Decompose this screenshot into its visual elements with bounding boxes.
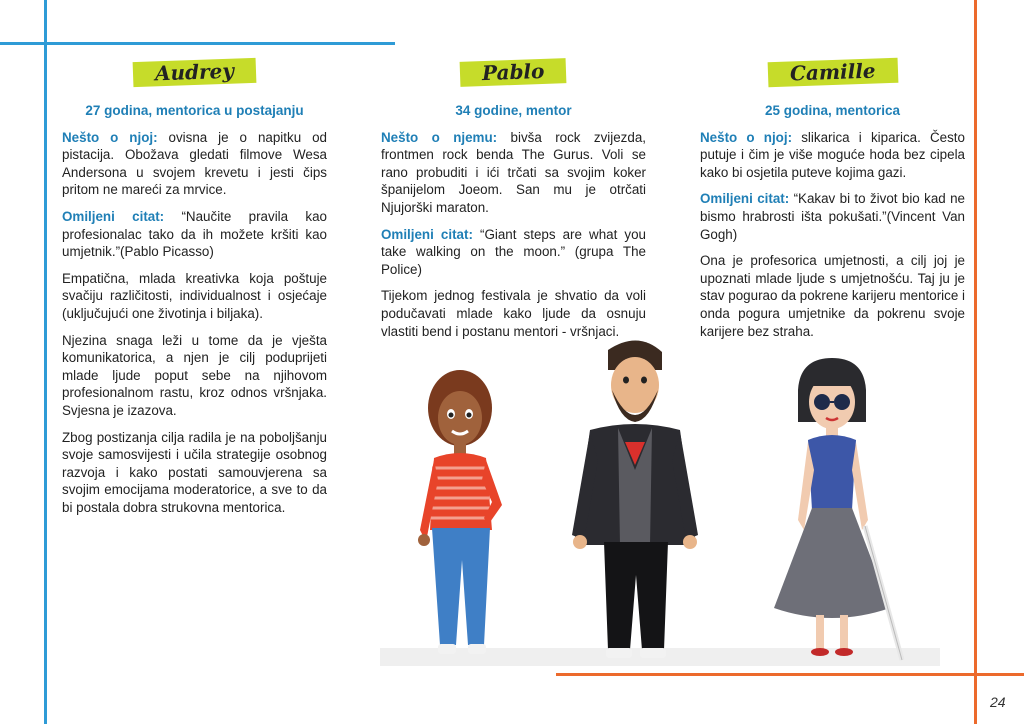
profile-name: Pablo [460, 58, 567, 86]
blue-vertical-rule [44, 0, 47, 724]
about-text: slikarica i kiparica. Često putuje i čim je više moguće hoda bez cipela kako bi osjetila puteve kojima gazi. [700, 129, 965, 180]
pablo-illustration [572, 340, 698, 658]
body-paragraph: Empatična, mlada kreativka koja poštuje svačiju različitosti, individualnost i osjećaje (uključujući one životinja i biljaka). [62, 270, 327, 321]
page-number: 24 [990, 694, 1006, 710]
profile-subtitle: 25 godina, mentorica [764, 103, 901, 118]
quote-paragraph [62, 208, 327, 261]
quote-text: “Kakav bi to život bio kad ne bismo hrabrosti išta pokušati.”(Vincent Van Gogh) [700, 191, 965, 242]
profile-column-pablo [381, 60, 646, 349]
profile-name: Audrey [133, 58, 257, 87]
camille-illustration [774, 358, 902, 660]
characters-illustration [380, 330, 970, 675]
audrey-illustration [418, 370, 502, 654]
body-paragraph: Zbog postizanja cilja radila je na poboljšanju svoje samosvijesti i učila strategije osobnog razvoja i kako postati samouvjerena sa svojim emocijama moderatorice, a sve to da bi postala dobra strukovna mentorica. [62, 429, 327, 515]
blue-horizontal-rule [0, 42, 395, 45]
about-label: Nešto o njoj: [700, 129, 793, 145]
quote-text: “Giant steps are what you take walking on the moon.” (grupa The Police) [381, 226, 646, 277]
quote-text: “Naučite pravila kao profesionalac tako da ih možete kršiti kao umjetnik.”(Pablo Picasso) [62, 208, 328, 260]
body-paragraph: Tijekom jednog festivala je shvatio da voli podučavati mlade kako ljude da osnuju vlastiti bend i postanu mentori - vršnjaci. [381, 288, 646, 339]
about-paragraph [62, 129, 327, 199]
profile-column-audrey [62, 60, 327, 525]
about-label: Nešto o njemu: [381, 129, 498, 145]
profile-subtitle: 27 godina, mentorica u postajanju [85, 103, 304, 118]
quote-label: Omiljeni citat: [700, 191, 790, 207]
about-paragraph [700, 129, 965, 182]
quote-paragraph [381, 226, 646, 279]
orange-vertical-rule [974, 0, 977, 724]
about-label: Nešto o njoj: [62, 129, 158, 145]
about-text: ovisna je o napitku od pistacija. Obožava gledati filmove Wesa Andersona u svojem krevetu i jesti čips pritom ne mareći za mrvice. [62, 129, 327, 198]
body-paragraph: Njezina snaga leži u tome da je vješta komunikatorica, a njen je cilj poduprijeti mlade ljude poput sebe na njihovom profesionalnom rastu, kroz odnos vršnjaka. Svjesna je izazova. [62, 332, 327, 418]
about-paragraph [381, 129, 646, 217]
quote-label: Omiljeni citat: [62, 208, 165, 224]
about-text: bivša rock zvijezda, frontmen rock benda The Gurus. Voli se rano probuditi i ići trčati sa svojim koker španijelom Joeom. San mu je otrčati Njujorški maraton. [381, 129, 646, 215]
body-paragraph: Ona je profesorica umjetnosti, a cilj joj je upoznati mlade ljude s umjetnošću. Taj ju je stav pogurao da pokrene karijeru mentorice i onda pogura umjetnike da pokrenu svoje karijere bez straha. [700, 253, 965, 339]
quote-label: Omiljeni citat: [381, 226, 473, 242]
profile-column-camille [700, 60, 965, 349]
profile-subtitle: 34 godine, mentor [455, 103, 572, 118]
quote-paragraph [700, 190, 965, 243]
profile-name: Camille [767, 58, 897, 87]
